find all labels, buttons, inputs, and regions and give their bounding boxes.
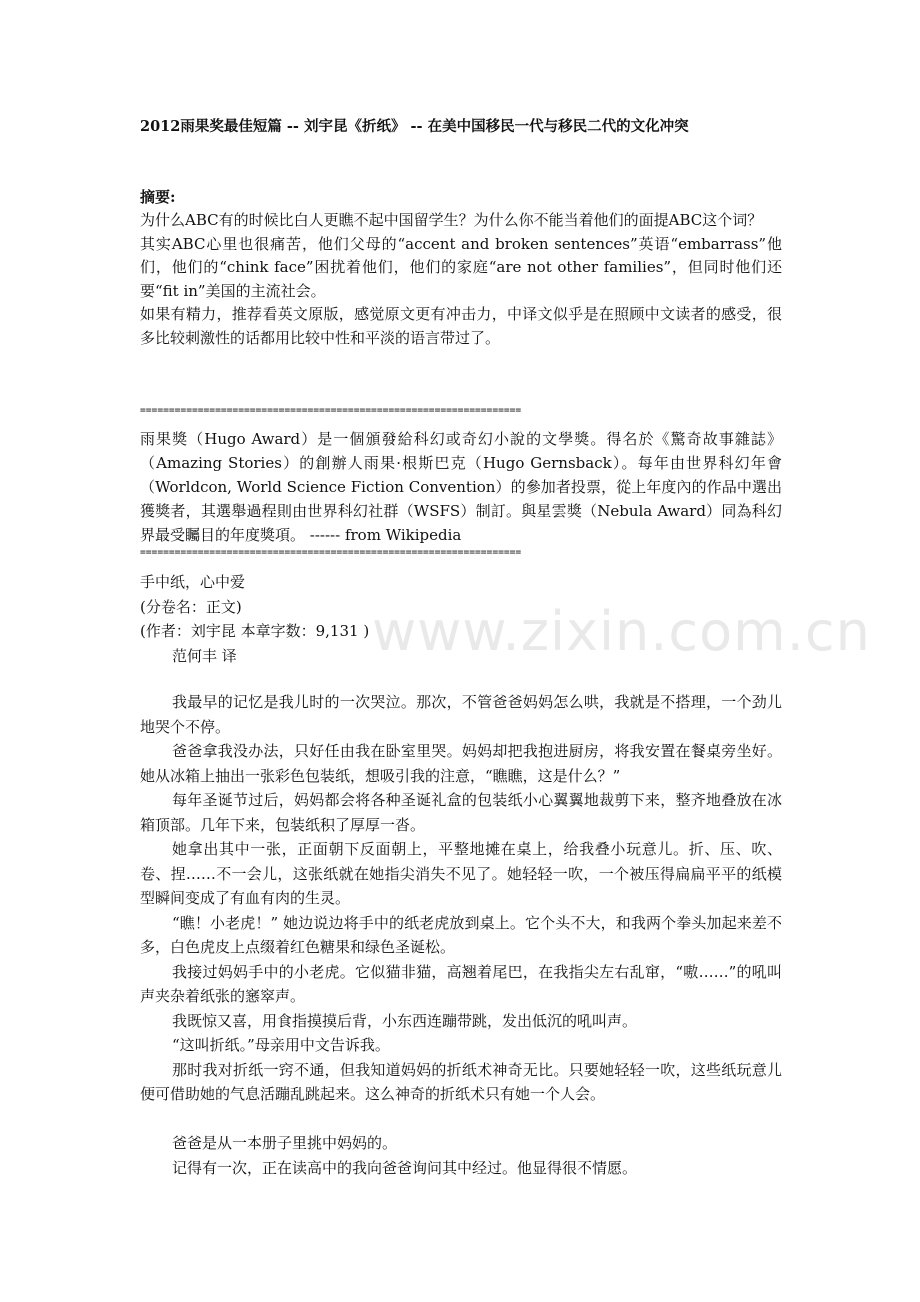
paragraph-gap <box>140 1107 782 1132</box>
story-paragraph: 爸爸拿我没办法，只好任由我在卧室里哭。妈妈却把我抱进厨房，将我安置在餐桌旁坐好。她从冰箱上抽出一张彩色包装纸，想吸引我的注意，“瞧瞧，这是什么？” <box>140 742 782 785</box>
abstract-label: 摘要: <box>140 188 176 206</box>
story-paragraph: “瞧！小老虎！” 她边说边将手中的纸老虎放到桌上。它个头不大，和我两个拳头加起来差不多，白色虎皮上点缀着红色糖果和绿色圣诞松。 <box>140 913 782 956</box>
abstract-body <box>140 209 782 350</box>
story-paragraph: 我既惊又喜，用食指摸摸后背，小东西连蹦带跳，发出低沉的吼叫声。 <box>172 1011 638 1030</box>
abstract-paragraph: 其实ABC心里也很痛苦，他们父母的“accent and broken sentences”英语“embarrass”他们，他们的“chink face”困扰着他们，他们的家庭“are not other families”，但同时他们还要“fit in”美国的主流社会。 <box>140 234 782 300</box>
story-paragraph: “这叫折纸。”母亲用中文告诉我。 <box>172 1036 390 1054</box>
abstract-paragraph: 为什么ABC有的时候比白人更瞧不起中国留学生？为什么你不能当着他们的面提ABC这个词？ <box>140 211 763 229</box>
document-title: 2012雨果奖最佳短篇 -- 刘宇昆《折纸》 -- 在美中国移民一代与移民二代的文化冲突 <box>140 118 689 135</box>
wikipedia-quote <box>140 427 782 547</box>
story-paragraph: 她拿出其中一张，正面朝下反面朝上，平整地摊在桌上，给我叠小玩意儿。折、压、吹、卷、捏……不一会儿，这张纸就在她指尖消失不见了。她轻轻一吹，一个被压得扁扁平平的纸模型瞬间变成了有血有肉的生灵。 <box>140 840 782 907</box>
story-paragraph: 记得有一次，正在读高中的我向爸爸询问其中经过。他显得很不情愿。 <box>172 1158 638 1177</box>
watermark: www.zixin.com.cn <box>372 600 871 663</box>
chapter-meta <box>140 570 369 668</box>
story-paragraph: 爸爸是从一本册子里挑中妈妈的。 <box>172 1134 398 1152</box>
story-paragraph: 每年圣诞节过后，妈妈都会将各种圣诞礼盒的包装纸小心翼翼地裁剪下来，整齐地叠放在冰箱顶部。几年下来，包装纸积了厚厚一沓。 <box>140 791 782 834</box>
author-line: (作者：刘宇昆 本章字数：9,131 ) <box>140 622 370 640</box>
story-body <box>140 690 782 1180</box>
abstract-paragraph: 如果有精力，推荐看英文原版，感觉原文更有冲击力，中译文似乎是在照顾中文读者的感受，很多比较刺激性的话都用比较中性和平淡的语言带过了。 <box>140 305 782 347</box>
separator-line: ================================================================== <box>140 548 522 558</box>
chapter-title: 手中纸，心中爱 <box>140 573 246 591</box>
story-paragraph: 那时我对折纸一窍不通，但我知道妈妈的折纸术神奇无比。只要她轻轻一吹，这些纸玩意儿便可借助她的气息活蹦乱跳起来。这么神奇的折纸术只有她一个人会。 <box>140 1060 782 1103</box>
story-paragraph: 我接过妈妈手中的小老虎。它似猫非猫，高翘着尾巴，在我指尖左右乱窜，“嗷……”的吼叫声夹杂着纸张的窸窣声。 <box>140 962 782 1005</box>
volume-name: (分卷名：正文) <box>140 597 242 616</box>
separator-line: ================================================================== <box>140 406 522 416</box>
story-paragraph: 我最早的记忆是我儿时的一次哭泣。那次，不管爸爸妈妈怎么哄，我就是不搭理，一个劲儿地哭个不停。 <box>140 693 782 736</box>
translator-line: 范何丰 译 <box>172 646 237 665</box>
quote-text: 雨果獎（Hugo Award）是一個頒發給科幻或奇幻小說的文學獎。得名於《驚奇故事雜誌》（Amazing Stories）的創辦人雨果·根斯巴克（Hugo Gernsback）。每年由世界科幻年會（Worldcon, World Science Fiction Convention）的參加者投票，從上年度內的作品中選出獲獎者，其選舉過程則由世界科幻社群（WSFS）制訂。與星雲獎（Nebula Award）同為科幻界最受矚目的年度獎項。 ------ from Wikipedia <box>140 430 782 544</box>
